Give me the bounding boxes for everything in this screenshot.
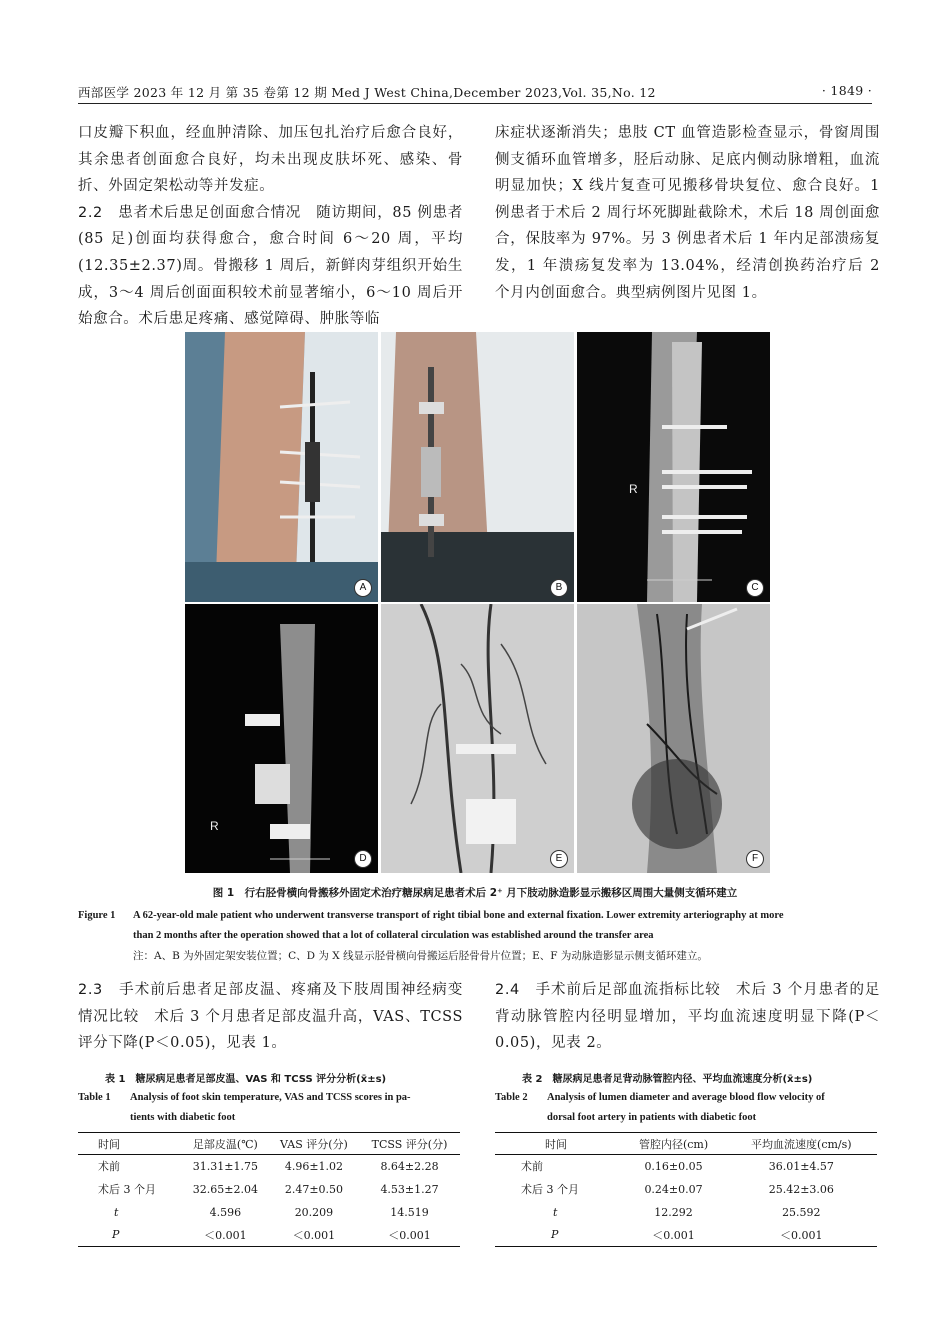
table-cell: 2.47±0.50 bbox=[284, 1182, 344, 1196]
page-number: · 1849 · bbox=[821, 83, 872, 98]
table-cell: 12.292 bbox=[654, 1205, 693, 1219]
table-cell: 31.31±1.75 bbox=[192, 1159, 258, 1173]
table-label: Table 1 bbox=[78, 1092, 111, 1103]
right-column-top bbox=[495, 120, 880, 306]
table-cell: 4.96±1.02 bbox=[284, 1159, 344, 1173]
table-2-title-cn: 表 2 糖尿病足患者足背动脉管腔内径、平均血流速度分析(x̄±s) bbox=[522, 1074, 813, 1085]
column-header: 时间 bbox=[495, 1133, 621, 1155]
angiography-panel-e bbox=[381, 604, 574, 873]
column-header: VAS 评分(分) bbox=[269, 1133, 359, 1155]
table-cell: 术前 bbox=[521, 1160, 543, 1174]
figure-label: Figure 1 bbox=[78, 910, 116, 921]
table-cell: P bbox=[78, 1224, 182, 1247]
photo-panel-a bbox=[185, 332, 378, 602]
table-cell: 25.42±3.06 bbox=[768, 1182, 834, 1196]
figure-1 bbox=[185, 332, 770, 873]
column-header: 平均血流速度(cm/s) bbox=[726, 1133, 877, 1155]
journal-citation: 西部医学 2023 年 12 月 第 35 卷第 12 期 Med J West China,December 2023,Vol. 35,No. 12 bbox=[78, 85, 656, 100]
panel-label-d: D bbox=[354, 850, 372, 868]
table-row bbox=[78, 1201, 460, 1224]
table-row bbox=[78, 1224, 460, 1247]
table-cell: 4.596 bbox=[209, 1205, 242, 1219]
figure-caption-cn: 图 1 行右胫骨横向骨搬移外固定术治疗糖尿病足患者术后 2⁺ 月下肢动脉造影显示搬移区周围大量侧支循环建立 bbox=[212, 887, 738, 899]
section-2-3 bbox=[78, 977, 463, 1057]
panel-label-c: C bbox=[746, 579, 764, 597]
table-cell: t bbox=[553, 1205, 558, 1219]
paragraph: 床症状逐渐消失；患肢 CT 血管造影检查显示，骨窗周围侧支循环血管增多，胫后动脉、足底内侧动脉增粗，血流明显加快；X 线片复查可见搬移骨块复位、愈合良好。1 例患者于术后 2 周行坏死脚趾截除术，术后 18 周创面愈合，保肢率为 97%。另 3 例患者术后 1 年内足部溃疡复发，1 年溃疡复发率为 13.04%，经清创换药治疗后 2 个月内创面愈合。典型病例图片见图 1。 bbox=[495, 125, 880, 301]
table-cell: 8.64±2.28 bbox=[380, 1159, 439, 1173]
table-2-title-en bbox=[495, 1088, 885, 1128]
side-marker: R bbox=[629, 482, 638, 496]
panel-label-e: E bbox=[550, 850, 568, 868]
table-cell: ＜0.001 bbox=[726, 1224, 877, 1247]
panel-label-b: B bbox=[550, 579, 568, 597]
table-cell: 36.01±4.57 bbox=[768, 1159, 834, 1173]
table-cell: 术后 3 个月 bbox=[98, 1183, 156, 1196]
section-body: 随访期间，85 例患者(85 足)创面均获得愈合，愈合时间 6～20 周，平均(12.35±2.37)周。骨搬移 1 周后，新鲜肉芽组织开始生成，3～4 周后创面面积较术前显著缩小，6～10 周后开始愈合。术后患足疼痛、感觉障碍、肿胀等临 bbox=[78, 204, 463, 328]
table-cell: t bbox=[114, 1205, 119, 1219]
column-header: TCSS 评分(分) bbox=[359, 1133, 460, 1155]
table-cell: 0.24±0.07 bbox=[644, 1182, 703, 1196]
table-row bbox=[78, 1178, 460, 1201]
table-cell: ＜0.001 bbox=[269, 1224, 359, 1247]
table-cell: 32.65±2.04 bbox=[192, 1182, 258, 1196]
table-cell: 25.592 bbox=[782, 1205, 821, 1219]
column-header: 时间 bbox=[78, 1133, 182, 1155]
caption-line-1: A 62-year-old male patient who underwent transverse transport of right tibial bone and external fixation. Lower extremity arteriography at more bbox=[133, 910, 784, 921]
panel-label-f: F bbox=[746, 850, 764, 868]
paragraph: 口皮瓣下积血，经血肿清除、加压包扎治疗后愈合良好，其余患者创面愈合良好，均未出现皮肤坏死、感染、骨折、外固定架松动等并发症。 bbox=[78, 125, 463, 195]
caption-line-2: than 2 months after the operation showed that a lot of collateral circulation was established around the transfer area bbox=[133, 930, 654, 941]
side-marker: R bbox=[210, 819, 219, 833]
photo-panel-b bbox=[381, 332, 574, 602]
table-1-title-cn: 表 1 糖尿病足患者足部皮温、VAS 和 TCSS 评分分析(x̄±s) bbox=[105, 1074, 387, 1085]
table-cell: ＜0.001 bbox=[359, 1224, 460, 1247]
xray-panel-d bbox=[185, 604, 378, 873]
table-header-row bbox=[78, 1133, 460, 1155]
column-header: 管腔内径(cm) bbox=[621, 1133, 725, 1155]
table-row bbox=[495, 1224, 877, 1247]
column-header: 足部皮温(℃) bbox=[182, 1133, 269, 1155]
table-row bbox=[78, 1155, 460, 1178]
table-cell: 0.16±0.05 bbox=[644, 1159, 703, 1173]
section-2-4 bbox=[495, 977, 880, 1057]
table-row bbox=[495, 1178, 877, 1201]
section-2-2 bbox=[78, 200, 463, 333]
header-rule bbox=[78, 103, 872, 104]
section-heading: 2.4 手术前后足部血流指标比较 bbox=[495, 982, 721, 998]
section-heading: 2.3 手术前后患者足部皮温、疼痛及下肢周围神经病变情况比较 bbox=[78, 982, 463, 1025]
section-body: 术后 3 个月患者的足背动脉管腔内径明显增加，平均血流速度明显下降(P＜0.05)，见表 2。 bbox=[495, 982, 880, 1052]
running-header bbox=[78, 80, 872, 102]
right-column-bottom bbox=[495, 977, 880, 1057]
table-cell: 术前 bbox=[98, 1160, 120, 1174]
section-body: 术后 3 个月患者足部皮温升高，VAS、TCSS 评分下降(P＜0.05)，见表 1。 bbox=[78, 1008, 463, 1052]
xray-panel-c bbox=[577, 332, 770, 602]
title-line-1: Analysis of lumen diameter and average blood flow velocity of bbox=[547, 1092, 825, 1103]
left-column-top bbox=[78, 120, 463, 333]
table-row bbox=[495, 1201, 877, 1224]
table-1-title-en bbox=[78, 1088, 468, 1128]
table-row bbox=[495, 1155, 877, 1178]
table-cell: 14.519 bbox=[390, 1205, 429, 1219]
table-2 bbox=[495, 1132, 877, 1247]
title-line-1: Analysis of foot skin temperature, VAS and TCSS scores in pa- bbox=[130, 1092, 411, 1103]
section-heading: 2.2 患者术后患足创面愈合情况 bbox=[78, 204, 302, 221]
table-cell: 术后 3 个月 bbox=[521, 1183, 579, 1196]
table-1 bbox=[78, 1132, 460, 1247]
angiography-panel-f bbox=[577, 604, 770, 873]
figure-note: 注：A、B 为外固定架安装位置；C、D 为 X 线显示胫骨横向骨搬运后胫骨骨片位置；E、F 为动脉造影显示侧支循环建立。 bbox=[133, 950, 708, 962]
table-header-row bbox=[495, 1133, 877, 1155]
table-cell: ＜0.001 bbox=[621, 1224, 725, 1247]
title-line-2: tients with diabetic foot bbox=[130, 1112, 236, 1123]
left-column-bottom bbox=[78, 977, 463, 1057]
title-line-2: dorsal foot artery in patients with diabetic foot bbox=[547, 1112, 757, 1123]
figure-caption-en bbox=[78, 906, 878, 946]
table-cell: 4.53±1.27 bbox=[380, 1182, 439, 1196]
panel-label-a: A bbox=[354, 579, 372, 597]
table-label: Table 2 bbox=[495, 1092, 528, 1103]
table-cell: 20.209 bbox=[294, 1205, 334, 1219]
table-cell: ＜0.001 bbox=[182, 1224, 269, 1247]
table-cell: P bbox=[495, 1224, 621, 1247]
